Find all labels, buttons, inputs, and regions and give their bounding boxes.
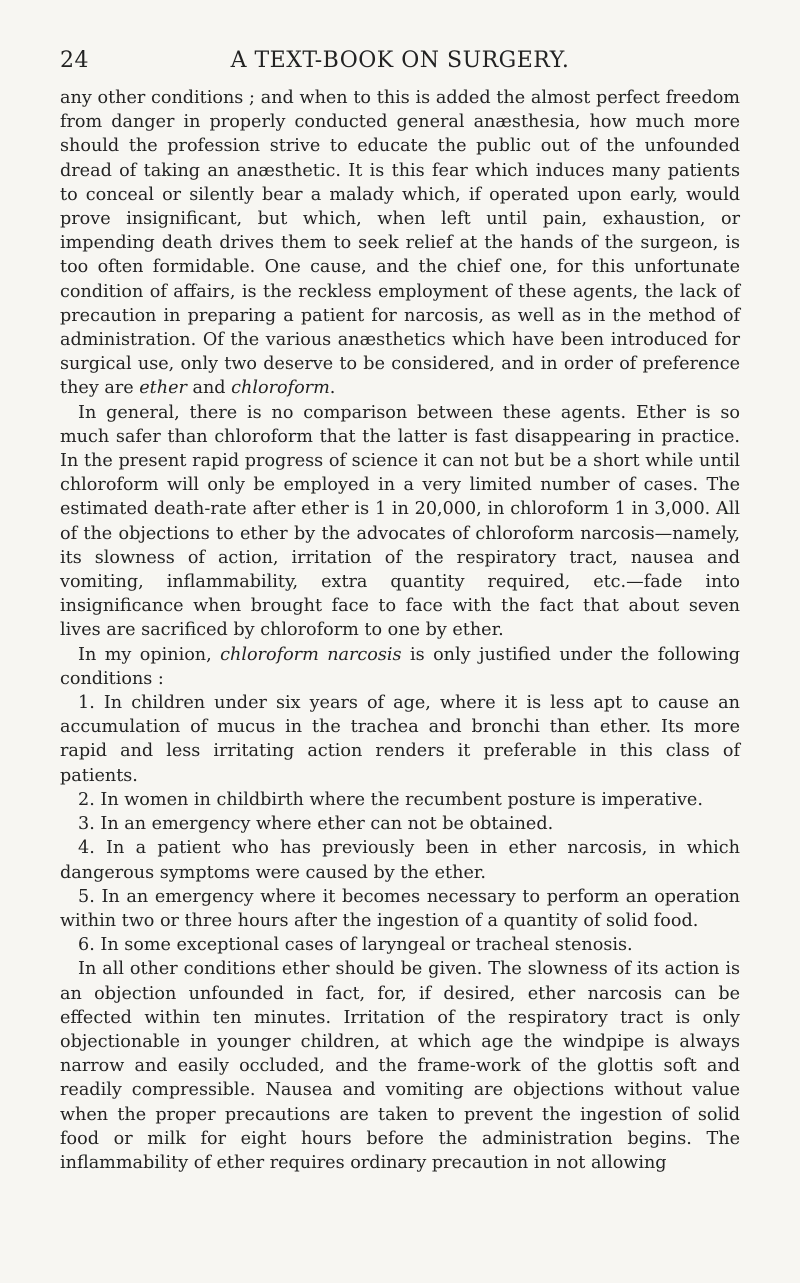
body-text [60, 86, 740, 1175]
page-number: 24 [60, 48, 89, 73]
list-item: 2. In women in childbirth where the recumbent posture is imperative. [78, 789, 703, 810]
emphasis-ether: ether [139, 378, 187, 399]
emphasis-chloroform-narcosis: chloroform narcosis [220, 644, 402, 665]
running-head [60, 48, 740, 78]
list-item: 5. In an emergency where it becomes necessary to perform an operation within two or three hours after the ingestion of a quantity of solid food. [60, 886, 740, 931]
paragraph: any other conditions ; and when to this is added the almost perfect freedom from danger in properly conducted general anæsthesia, how much more should the profession strive to educate the public out of the unfounded dread of taking an anæsthetic. It is this fear which induces many patients to conceal or silently bear a malady which, if operated upon early, would prove insignificant, but which, when left until pain, exhaustion, or impending death drives them to seek relief at the hands of the surgeon, is too often formidable. One cause, and the chief one, for this unfortunate condition of affairs, is the reckless employment of these agents, the lack of precaution in preparing a patient for narcosis, as well as in the method of administration. Of the various anæsthetics which have been introduced for surgical use, only two deserve to be considered, and in order of preference they are ether and chloroform. [60, 88, 740, 399]
emphasis-chloroform: chloroform [231, 378, 330, 399]
page-title: A TEXT-BOOK ON SURGERY. [230, 48, 570, 73]
list-item: 1. In children under six years of age, where it is less apt to cause an accumulation of mucus in the trachea and bronchi than ether. Its more rapid and less irritating action renders it preferable in this class of patients. [60, 693, 740, 786]
list-item: 6. In some exceptional cases of laryngeal or tracheal stenosis. [78, 935, 633, 956]
paragraph: In general, there is no comparison between these agents. Ether is so much safer than chloroform that the latter is fast disappearing in practice. In the present rapid progress of science it can not but be a short while until chloroform will only be employed in a very limited number of cases. The estimated death-rate after ether is 1 in 20,000, in chloroform 1 in 3,000. All of the objections to ether by the advocates of chloroform narcosis—namely, its slowness of action, irritation of the respiratory tract, nausea and vomiting, inflammability, extra quantity required, etc.—fade into insignificance when brought face to face with the fact that about seven lives are sacrificed by chloroform to one by ether. [60, 402, 740, 641]
list-item: 4. In a patient who has previously been in ether narcosis, in which dangerous symptoms were caused by the ether. [60, 838, 740, 883]
paragraph: In all other conditions ether should be given. The slowness of its action is an objection unfounded in fact, for, if desired, ether narcosis can be effected within ten minutes. Irritation of the respiratory tract is only objectionable in younger children, at which age the windpipe is always narrow and easily occluded, and the frame-work of the glottis soft and readily compressible. Nausea and vomiting are objections without value when the proper precautions are taken to prevent the ingestion of solid food or milk for eight hours before the administration begins. The inflammability of ether requires ordinary precaution in not allowing [60, 959, 740, 1173]
paragraph: In my opinion, chloroform narcosis is only justified under the following conditions : [60, 644, 740, 689]
list-item: 3. In an emergency where ether can not be obtained. [78, 814, 554, 835]
